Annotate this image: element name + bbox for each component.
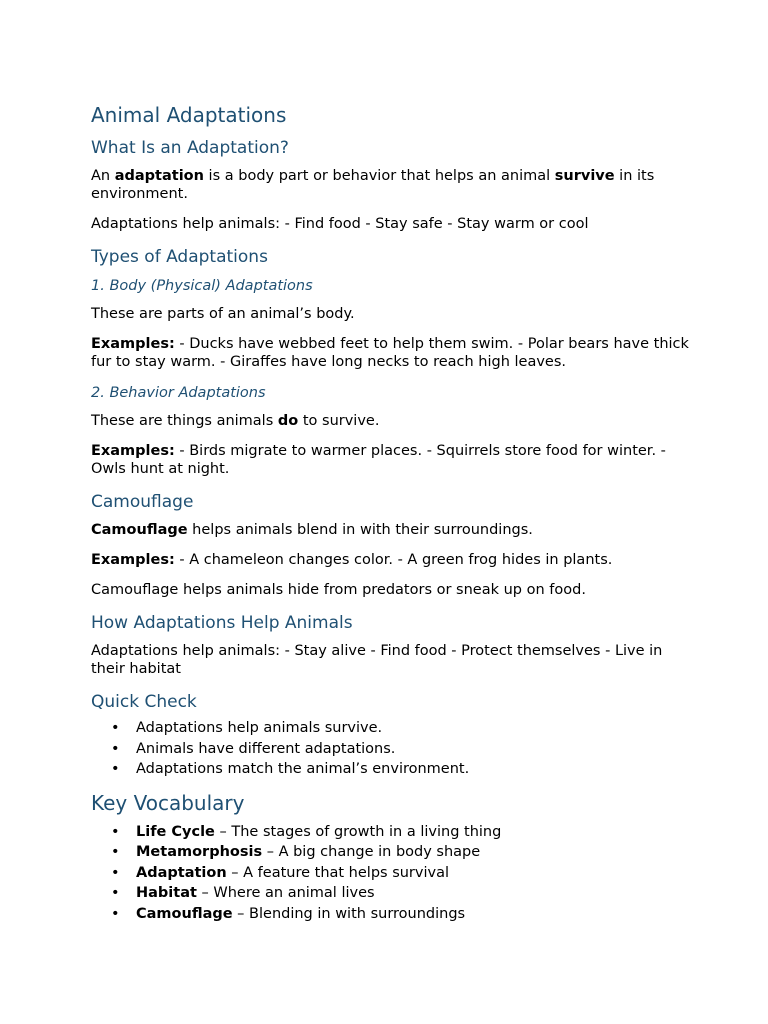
bullet-icon: •	[111, 761, 120, 777]
vocab-definition: – A feature that helps survival	[226, 864, 450, 881]
examples-label: Examples:	[91, 336, 175, 352]
list-item-text: Adaptations match the animal’s environment.	[136, 761, 470, 777]
adaptation-help-line: Adaptations help animals: - Find food - Stay safe - Stay warm or cool	[91, 216, 589, 232]
term-do: do	[277, 413, 299, 429]
vocab-item	[91, 822, 691, 843]
vocab-definition: – Where an animal lives	[196, 885, 375, 901]
list-item-text: Animals have different adaptations.	[136, 740, 396, 757]
list-item	[91, 739, 691, 760]
term-camouflage: Camouflage	[91, 522, 188, 538]
bullet-icon: •	[111, 864, 120, 881]
camouflage-note: Camouflage helps animals hide from predators or sneak up on food.	[91, 582, 586, 598]
document-title: Animal Adaptations	[91, 103, 287, 127]
definition-text: An	[91, 168, 115, 184]
examples-label: Examples:	[91, 552, 175, 568]
description-text: to survive.	[298, 413, 380, 429]
heading-body-adaptations: 1. Body (Physical) Adaptations	[91, 278, 313, 294]
body-adaptations-description: These are parts of an animal’s body.	[91, 306, 355, 322]
list-item	[91, 759, 691, 780]
vocab-item	[91, 904, 691, 925]
examples-text: - Ducks have webbed feet to help them swim. - Polar bears have thick fur to stay warm. - Giraffes have long necks to reach high leaves.	[91, 336, 689, 370]
bullet-icon: •	[111, 740, 120, 757]
vocab-term: Metamorphosis	[136, 844, 263, 860]
behavior-adaptations-description	[91, 412, 691, 430]
list-item	[91, 718, 691, 739]
heading-quick-check: Quick Check	[91, 692, 197, 712]
bullet-icon: •	[111, 720, 120, 736]
heading-key-vocabulary: Key Vocabulary	[91, 790, 245, 815]
heading-what-is-adaptation: What Is an Adaptation?	[91, 138, 289, 158]
vocab-term: Adaptation	[136, 864, 227, 881]
quick-check-list	[91, 718, 691, 780]
camouflage-examples	[91, 551, 691, 569]
camouflage-definition	[91, 521, 691, 539]
bullet-icon: •	[111, 905, 120, 922]
bullet-icon: •	[111, 885, 120, 901]
examples-text: - Birds migrate to warmer places. - Squirrels store food for winter. - Owls hunt at night.	[91, 443, 666, 477]
body-adaptations-examples	[91, 335, 691, 371]
behavior-adaptations-examples	[91, 442, 691, 478]
examples-text: - A chameleon changes color. - A green frog hides in plants.	[174, 552, 613, 568]
heading-camouflage: Camouflage	[91, 492, 194, 512]
vocabulary-list	[91, 822, 691, 925]
bullet-icon: •	[111, 844, 120, 860]
vocab-item	[91, 863, 691, 884]
examples-label: Examples:	[91, 443, 175, 459]
vocab-term: Habitat	[136, 885, 197, 901]
bullet-icon: •	[111, 823, 120, 840]
vocab-term: Life Cycle	[136, 823, 215, 840]
definition-text: in its environment.	[91, 168, 655, 202]
description-text: These are things animals	[91, 413, 278, 429]
vocab-definition: – The stages of growth in a living thing	[214, 823, 502, 840]
document-page	[91, 100, 691, 932]
vocab-term: Camouflage	[136, 905, 233, 922]
heading-types-of-adaptations: Types of Adaptations	[91, 247, 268, 267]
how-adaptations-help-text: Adaptations help animals: - Stay alive - Find food - Protect themselves - Live in their habitat	[91, 643, 663, 677]
vocab-definition: – A big change in body shape	[262, 844, 481, 860]
list-item-text: Adaptations help animals survive.	[136, 720, 383, 736]
term-adaptation: adaptation	[114, 168, 204, 184]
vocab-item	[91, 842, 691, 863]
adaptation-definition	[91, 167, 691, 203]
definition-text: is a body part or behavior that helps an animal	[203, 168, 555, 184]
heading-how-adaptations-help: How Adaptations Help Animals	[91, 613, 353, 633]
heading-behavior-adaptations: 2. Behavior Adaptations	[91, 385, 266, 401]
vocab-item	[91, 883, 691, 904]
term-survive: survive	[554, 168, 615, 184]
vocab-definition: – Blending in with surroundings	[232, 905, 466, 922]
definition-text: helps animals blend in with their surroundings.	[187, 522, 533, 538]
